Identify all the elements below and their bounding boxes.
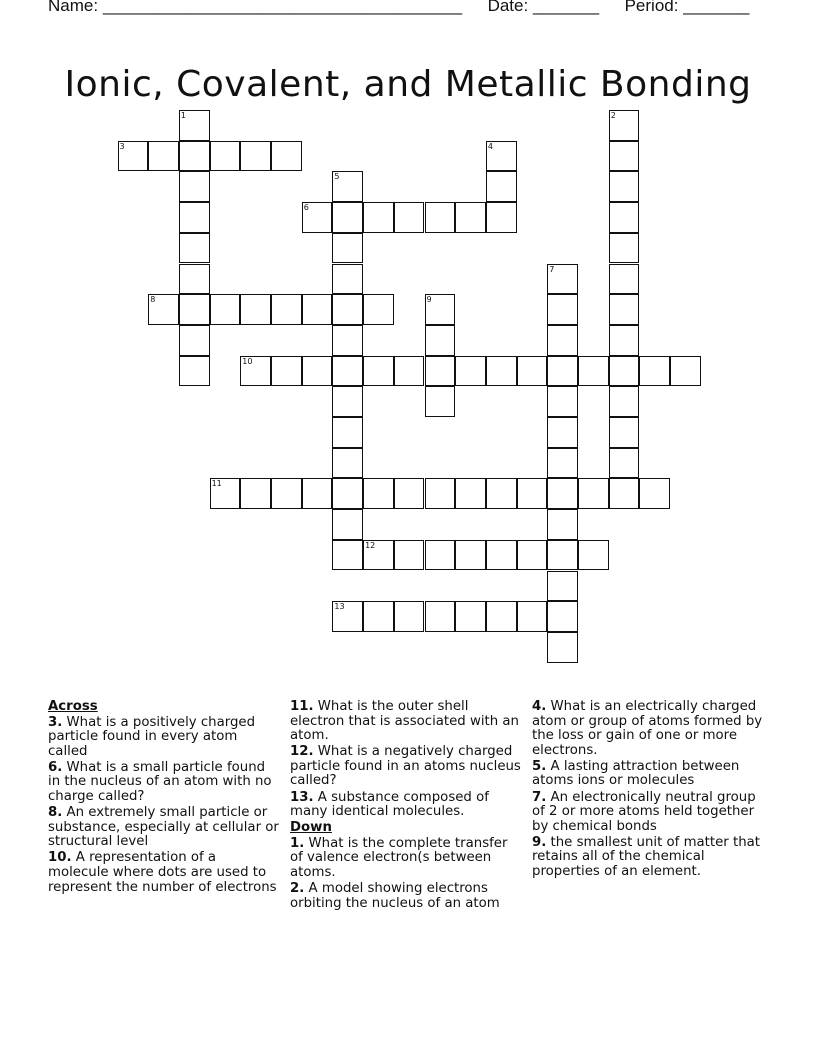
crossword-cell[interactable] <box>609 264 640 295</box>
crossword-cell[interactable] <box>363 478 394 509</box>
crossword-cell[interactable] <box>394 601 425 632</box>
across-clue <box>290 700 522 744</box>
crossword-cell[interactable] <box>332 448 363 479</box>
clue-number: 9. <box>532 834 547 850</box>
clue-number-label: 2 <box>610 111 616 120</box>
clue-text: What is a small particle found in the nucleus of an atom with no charge called? <box>48 759 272 805</box>
crossword-cell[interactable] <box>547 509 578 540</box>
crossword-cell[interactable] <box>547 601 578 632</box>
period-blank[interactable]: _______ <box>683 0 750 15</box>
crossword-cell[interactable] <box>455 540 486 571</box>
clue-number: 5. <box>532 758 547 774</box>
clue-number-label: 7 <box>549 264 555 274</box>
clue-number-label: 8 <box>150 295 156 305</box>
crossword-cell[interactable] <box>118 141 149 172</box>
crossword-cell[interactable] <box>425 478 456 509</box>
crossword-cell[interactable] <box>363 356 394 387</box>
crossword-cell[interactable] <box>332 356 363 387</box>
down-clue <box>532 760 768 789</box>
down-clue <box>532 791 768 835</box>
clue-number-label: 13 <box>334 602 345 612</box>
crossword-cell[interactable] <box>240 478 271 509</box>
clue-text: the smallest unit of matter that retains all of the chemical properties of an element. <box>532 834 760 880</box>
clue-number: 2. <box>290 881 305 897</box>
crossword-cell[interactable] <box>332 540 363 571</box>
clue-number: 6. <box>48 759 63 775</box>
clue-number: 12. <box>290 744 314 760</box>
crossword-cell[interactable] <box>179 294 210 325</box>
crossword-cell[interactable] <box>486 601 517 632</box>
crossword-cell[interactable] <box>486 540 517 571</box>
crossword-cell[interactable] <box>363 294 394 325</box>
crossword-cell[interactable] <box>271 478 302 509</box>
clue-number: 11. <box>290 699 314 714</box>
crossword-cell[interactable] <box>609 171 640 202</box>
crossword-cell[interactable] <box>517 601 548 632</box>
crossword-cell[interactable] <box>609 202 640 233</box>
crossword-cell[interactable] <box>486 171 517 202</box>
crossword-cell[interactable] <box>394 540 425 571</box>
across-clue <box>290 745 522 789</box>
crossword-cell[interactable] <box>179 356 210 387</box>
clue-text: What is the complete transfer of valence electron(s between atoms. <box>290 835 508 881</box>
crossword-cell[interactable] <box>486 478 517 509</box>
across-clue <box>48 761 280 805</box>
crossword-cell[interactable] <box>179 202 210 233</box>
crossword-cell[interactable] <box>547 478 578 509</box>
crossword-cell[interactable] <box>547 264 578 295</box>
crossword-cell[interactable] <box>578 356 609 387</box>
crossword-cell[interactable] <box>609 417 640 448</box>
crossword-cell[interactable] <box>302 356 333 387</box>
crossword-cell[interactable] <box>547 448 578 479</box>
crossword-cell[interactable] <box>210 294 241 325</box>
clue-number-label: 10 <box>242 356 253 366</box>
crossword-cell[interactable] <box>332 233 363 264</box>
crossword-cell[interactable] <box>547 356 578 387</box>
crossword-cell[interactable] <box>609 386 640 417</box>
crossword-cell[interactable] <box>332 601 363 632</box>
crossword-cell[interactable] <box>394 356 425 387</box>
clue-number: 7. <box>532 789 547 805</box>
crossword-cell[interactable] <box>332 202 363 233</box>
clue-number-label: 6 <box>303 203 309 213</box>
crossword-cell[interactable] <box>332 325 363 356</box>
name-blank[interactable]: ______________________________________ <box>102 0 463 15</box>
across-clue <box>48 806 280 850</box>
date-blank[interactable]: _______ <box>532 0 600 15</box>
down-heading: Down <box>290 820 332 836</box>
across-heading: Across <box>48 699 98 714</box>
clue-number: 4. <box>532 699 547 714</box>
crossword-cell[interactable] <box>578 540 609 571</box>
crossword-cell[interactable] <box>425 325 456 356</box>
crossword-cell[interactable] <box>486 141 517 172</box>
clue-text: A representation of a molecule where dots are used to represent the number of electrons <box>48 850 277 895</box>
crossword-cell[interactable] <box>332 417 363 448</box>
crossword-cell[interactable] <box>240 356 271 387</box>
clue-number: 8. <box>48 805 63 821</box>
crossword-cell[interactable] <box>332 386 363 417</box>
across-clue <box>48 851 280 895</box>
crossword-cell[interactable] <box>609 448 640 479</box>
crossword-cell[interactable] <box>425 386 456 417</box>
crossword-cell[interactable] <box>455 202 486 233</box>
page-title: Ionic, Covalent, and Metallic Bonding <box>64 64 752 106</box>
crossword-cell[interactable] <box>425 294 456 325</box>
crossword-cell[interactable] <box>240 141 271 172</box>
crossword-cell[interactable] <box>670 356 701 387</box>
across-clue <box>290 791 522 820</box>
crossword-cell[interactable] <box>639 356 670 387</box>
crossword-cell[interactable] <box>547 571 578 602</box>
crossword-cell[interactable] <box>547 325 578 356</box>
clue-number: 3. <box>48 714 63 730</box>
clue-number-label: 1 <box>180 111 186 120</box>
down-clue <box>290 837 522 881</box>
crossword-cell[interactable] <box>271 294 302 325</box>
crossword-cell[interactable] <box>547 386 578 417</box>
clue-text: An extremely small particle or substance, especially at cellular or structural level <box>48 805 279 850</box>
crossword-cell[interactable] <box>332 478 363 509</box>
crossword-cell[interactable] <box>302 202 333 233</box>
down-clue <box>532 836 768 880</box>
crossword-cell[interactable] <box>302 478 333 509</box>
crossword-cell[interactable] <box>547 417 578 448</box>
crossword-cell[interactable] <box>517 356 548 387</box>
crossword-cell[interactable] <box>394 478 425 509</box>
crossword-cell[interactable] <box>609 478 640 509</box>
crossword-cell[interactable] <box>609 325 640 356</box>
crossword-cell[interactable] <box>302 294 333 325</box>
crossword-cell[interactable] <box>179 264 210 295</box>
crossword-cell[interactable] <box>486 202 517 233</box>
crossword-cell[interactable] <box>425 356 456 387</box>
crossword-cell[interactable] <box>332 264 363 295</box>
crossword-cell[interactable] <box>179 325 210 356</box>
crossword-cell[interactable] <box>363 540 394 571</box>
clue-number-label: 11 <box>211 479 222 489</box>
clue-number-label: 12 <box>365 540 376 550</box>
date-label: Date: <box>487 0 529 15</box>
crossword-cell[interactable] <box>332 509 363 540</box>
crossword-cell[interactable] <box>179 171 210 202</box>
clue-number: 1. <box>290 835 305 851</box>
clue-text: A lasting attraction between atoms ions or molecules <box>532 758 740 789</box>
clue-text: What is an electrically charged atom or group of atoms formed by the loss or gain of one or more electrons. <box>532 699 763 758</box>
clue-number-label: 4 <box>487 141 493 151</box>
down-clue <box>532 700 768 758</box>
across-clue <box>48 716 280 760</box>
crossword-cell[interactable] <box>179 233 210 264</box>
crossword-cell[interactable] <box>547 632 578 663</box>
clue-number: 13. <box>290 789 314 805</box>
clue-number: 10. <box>48 850 72 866</box>
crossword-cell[interactable] <box>332 171 363 202</box>
crossword-cell[interactable] <box>394 202 425 233</box>
clue-text: A substance composed of many identical molecules. <box>290 789 489 820</box>
down-clue <box>290 882 522 911</box>
clue-number-label: 5 <box>334 172 340 182</box>
clue-text: What is the outer shell electron that is associated with an atom. <box>290 699 519 744</box>
crossword-cell[interactable] <box>271 141 302 172</box>
crossword-cell[interactable] <box>363 601 394 632</box>
name-label: Name: <box>48 0 99 15</box>
crossword-cell[interactable] <box>578 478 609 509</box>
crossword-cell[interactable] <box>609 110 640 141</box>
clue-text: What is a negatively charged particle found in an atoms nucleus called? <box>290 744 521 789</box>
crossword-cell[interactable] <box>609 356 640 387</box>
clue-text: An electronically neutral group of 2 or more atoms held together by chemical bonds <box>532 789 756 834</box>
crossword-cell[interactable] <box>210 478 241 509</box>
crossword-cell[interactable] <box>210 141 241 172</box>
crossword-cell[interactable] <box>455 478 486 509</box>
crossword-cell[interactable] <box>240 294 271 325</box>
clues-column-3 <box>532 700 768 881</box>
crossword-cell[interactable] <box>179 141 210 172</box>
crossword-cell[interactable] <box>609 233 640 264</box>
crossword-cell[interactable] <box>486 356 517 387</box>
crossword-cell[interactable] <box>363 202 394 233</box>
crossword-cell[interactable] <box>271 356 302 387</box>
crossword-cell[interactable] <box>609 294 640 325</box>
crossword-cell[interactable] <box>517 540 548 571</box>
clues-column-1 <box>48 700 280 897</box>
clues-column-2 <box>290 700 522 913</box>
crossword-cell[interactable] <box>148 141 179 172</box>
clue-number-label: 9 <box>426 295 432 305</box>
crossword-cell[interactable] <box>425 601 456 632</box>
crossword-cell[interactable] <box>425 202 456 233</box>
clue-text: A model showing electrons orbiting the nucleus of an atom <box>290 881 500 911</box>
crossword-cell[interactable] <box>547 540 578 571</box>
crossword-cell[interactable] <box>547 294 578 325</box>
crossword-cell[interactable] <box>425 540 456 571</box>
crossword-cell[interactable] <box>639 478 670 509</box>
crossword-cell[interactable] <box>148 294 179 325</box>
crossword-cell[interactable] <box>517 478 548 509</box>
crossword-cell[interactable] <box>609 141 640 172</box>
clue-number-label: 3 <box>119 141 125 151</box>
clue-text: What is a positively charged particle found in every atom called <box>48 714 256 759</box>
period-label: Period: <box>624 0 679 15</box>
crossword-cell[interactable] <box>455 601 486 632</box>
crossword-cell[interactable] <box>179 110 210 141</box>
crossword-cell[interactable] <box>455 356 486 387</box>
crossword-cell[interactable] <box>332 294 363 325</box>
